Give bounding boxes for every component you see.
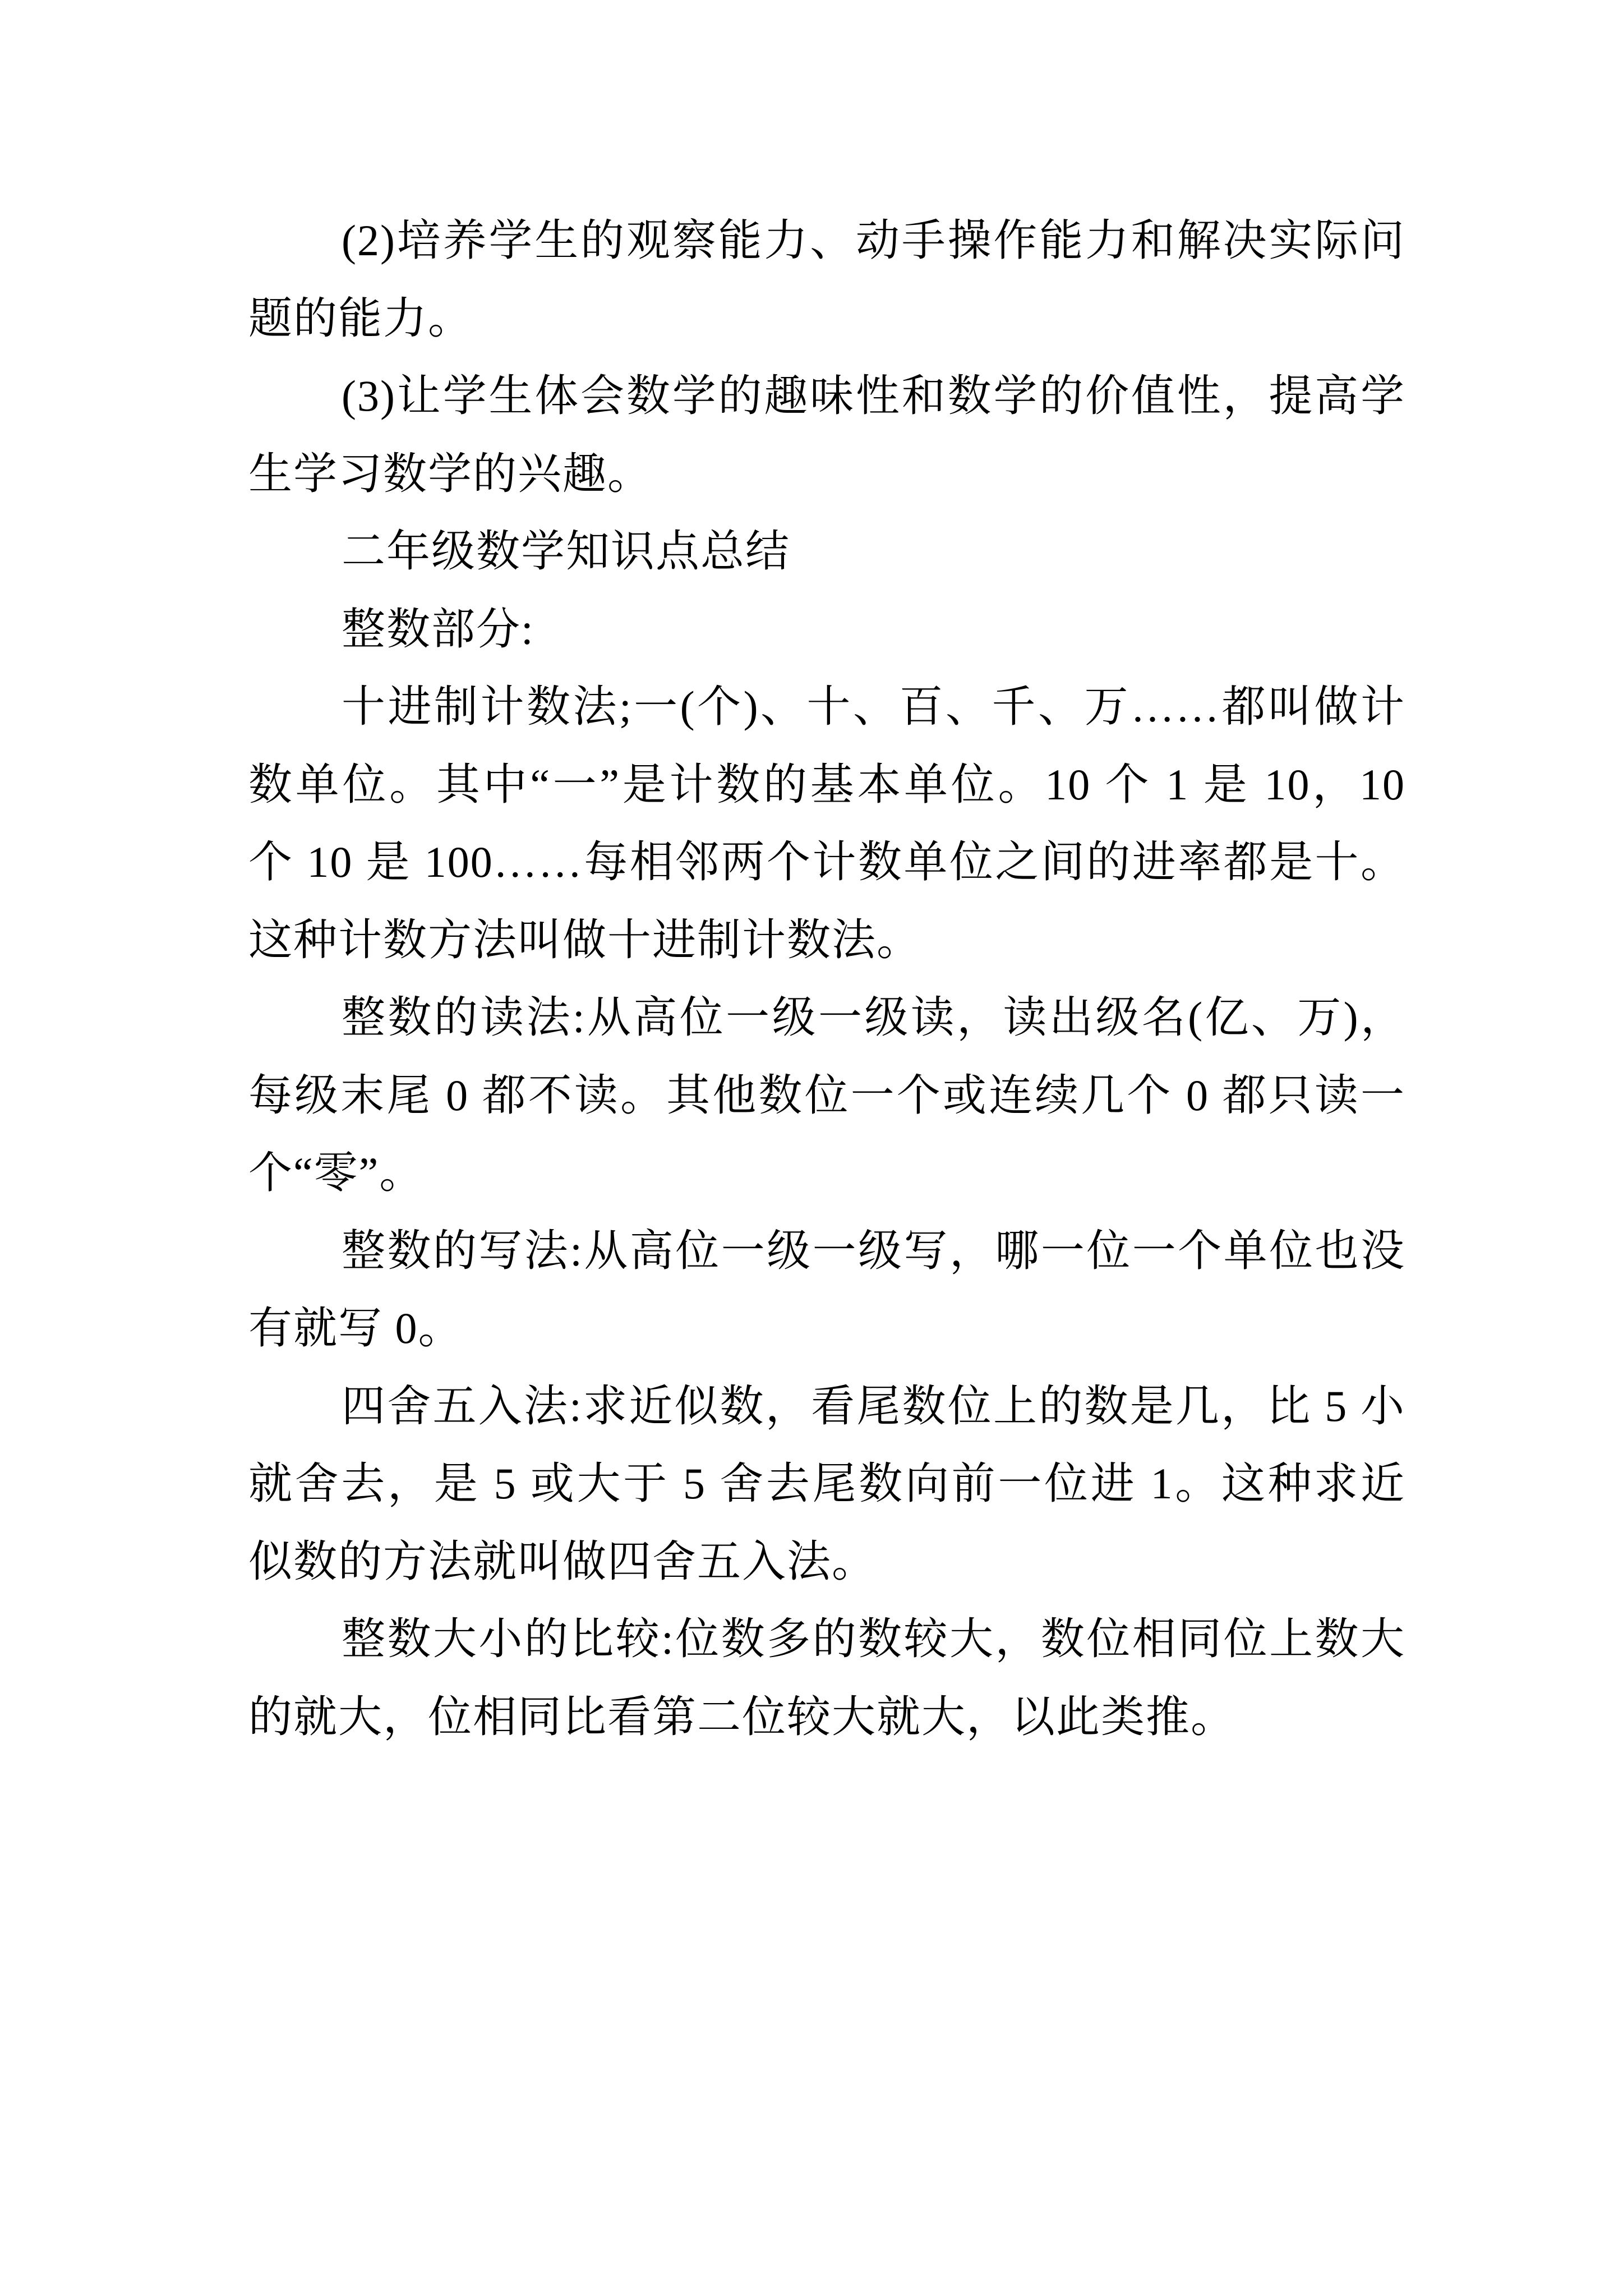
paragraph-goal-2: (2)培养学生的观察能力、动手操作能力和解决实际问题的能力。 [248,216,1405,343]
paragraph-summary-title: 二年级数学知识点总结 [342,527,791,576]
paragraph-rounding-method: 四舍五入法:求近似数，看尾数位上的数是几，比 5 小就舍去，是 5 或大于 5 舍去尾数向前一位进 1。这种求近似数的方法就叫做四舍五入法。 [248,1381,1405,1586]
paragraph-integer-writing: 整数的写法:从高位一级一级写，哪一位一个单位也没有就写 0。 [248,1226,1405,1352]
paragraph-decimal-counting: 十进制计数法;一(个)、十、百、千、万……都叫做计数单位。其中“一”是计数的基本单位。10 个 1 是 10，10 个 10 是 100……每相邻两个计数单位之间的进率都是十。这种计数方法叫做十进制计数法。 [248,682,1405,964]
paragraph-goal-3: (3)让学生体会数学的趣味性和数学的价值性，提高学生学习数学的兴趣。 [248,371,1405,498]
paragraph-integer-section-heading: 整数部分: [342,604,534,654]
text-block [248,202,1405,1756]
paragraph-integer-comparison: 整数大小的比较:位数多的数较大，数位相同位上数大的就大，位相同比看第二位较大就大，以此类推。 [248,1614,1405,1741]
paragraph-integer-reading: 整数的读法:从高位一级一级读，读出级名(亿、万)，每级末尾 0 都不读。其他数位一个或连续几个 0 都只读一个“零”。 [248,993,1405,1197]
